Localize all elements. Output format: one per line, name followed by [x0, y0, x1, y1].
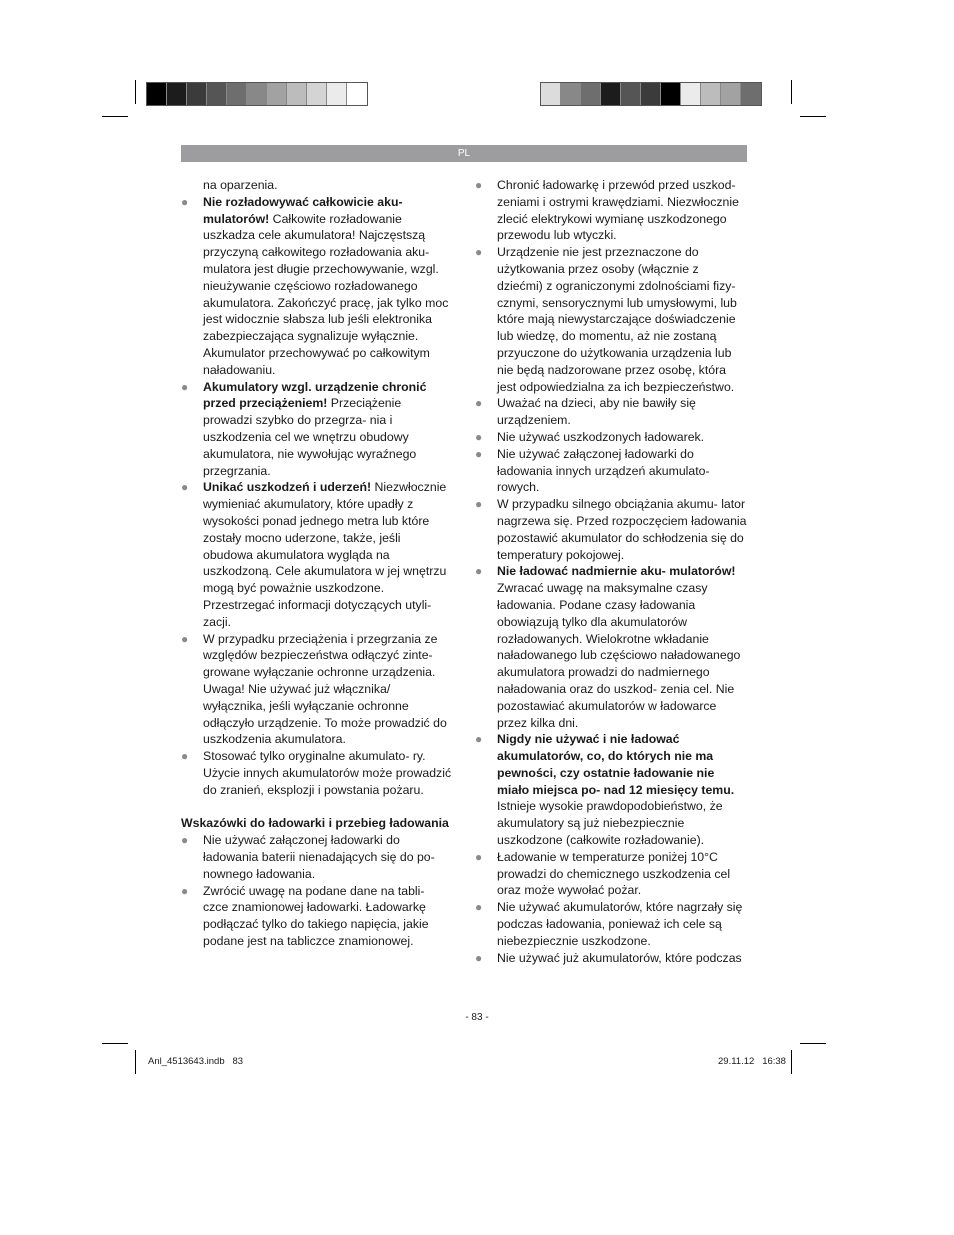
section-spacer: [181, 798, 453, 815]
color-swatch: [661, 83, 681, 105]
bullet-text: Nie używać załączonej ładowarki do ładowania baterii nienadających się do po- nownego ładowania.: [203, 833, 435, 881]
page-number: - 83 -: [465, 1012, 489, 1023]
crop-mark: [800, 1043, 826, 1044]
bullet-text: Całkowite rozładowanie uszkadza cele akumulatora! Najczęstszą przyczyną całkowitego rozładowania aku- mulatora jest długie przechowywanie, wzgl. nieużywanie częściowo rozładowanego akumulatora. Zakończyć pracę, jak tylko moc jest widocznie słabsza lub jeśli elektronika zabezpieczająca sygnalizuje wyłącznie. Akumulator przechowywać po całkowitym naładowaniu.: [203, 211, 449, 377]
color-swatch: [207, 83, 227, 105]
bullet-bold-lead: Nigdy nie używać i nie ładować akumulatorów, co, do których nie ma pewności, czy ostatnie ładowanie nie miało miejsca po- nad 12 miesięcy temu.: [497, 732, 735, 797]
bullet-text: Zwrócić uwagę na podane dane na tabli- czce znamionowej ładowarki. Ładowarkę podłączać tylko do takiego napięcia, jakie podane jest na tabliczce znamionowej.: [203, 883, 429, 949]
crop-mark: [135, 1050, 136, 1074]
bullet-bold-lead: Akumulatory wzgl. urządzenie chronić przed przeciążeniem!: [203, 379, 427, 411]
bullet-text: Niezwłocznie wymieniać akumulatory, które upadły z wysokości ponad jednego metra lub które zostały mocno uderzone, także, jeśli obudowa akumulatora wygląda na uszkodzoną. Cele akumulatora w jej wnętrzu mogą być poważnie uszkodzone. Przestrzegać informacji dotyczących utyli- zacji.: [203, 480, 447, 629]
bullet-text: Zwracać uwagę na maksymalne czasy ładowania. Podane czasy ładowania obowiązują tylko dla akumulatorów rozładowanych. Wielokrotne wkładanie naładowanego lub częściowo naładowanego akumulatora prowadzi do nadmiernego naładowania oraz do uszkod- zenia cel. Nie pozostawiać akumulatorów w ładowarce przez kilka dni.: [497, 581, 741, 730]
bullet-item: [181, 379, 453, 480]
bullet-item: [181, 832, 453, 882]
bullet-item: [475, 731, 747, 849]
bullet-item: [181, 748, 453, 798]
bullet-text: Przeciążenie prowadzi szybko do przegrza- nia i uszkodzenia cel we wnętrzu obudowy akumulatora, nie wywołując wyraźnego przegrzania.: [203, 396, 417, 478]
color-swatch: [641, 83, 661, 105]
bullet-text: Chronić ładowarkę i przewód przed uszkod- zeniami i ostrymi krawędziami. Niezwłocznie zlecić elektrykowi wymianę uszkodzonego przewodu lub wtyczki.: [497, 178, 739, 243]
bullet-dot-icon: ●: [181, 749, 189, 764]
bullet-text: Istnieje wysokie prawdopodobieństwo, że akumulatory są już niebezpiecznie uszkodzone (całkowite rozładowanie).: [497, 799, 723, 848]
bullet-item: [475, 429, 747, 446]
bullet-item: [181, 479, 453, 630]
section-heading: Wskazówki do ładowarki i przebieg ładowania: [181, 816, 449, 831]
bullet-dot-icon: ●: [475, 446, 483, 461]
color-swatch: [267, 83, 287, 105]
color-swatch: [561, 83, 581, 105]
bullet-text: Urządzenie nie jest przeznaczone do użytkowania przez osoby (włącznie z dziećmi) z ograniczonymi zdolnościami fizy- cznymi, sensorycznymi lub umysłowymi, lub które mają niewystarczające doświadczenie lub wiedzę, do momentu, aż nie zostaną przyuczone do użytkowania urządzenia lub nie będą nadzorowane przez osobę, która jest odpowiedzialna za ich bezpieczeństwo.: [497, 245, 737, 394]
bullet-dot-icon: ●: [181, 631, 189, 646]
bullet-text: Stosować tylko oryginalne akumulato- ry. Użycie innych akumulatorów może prowadzić do zranień, eksplozji i powstania pożaru.: [203, 749, 452, 797]
footer-file-info: Anl_4513643.indb 83: [148, 1056, 244, 1067]
footer-date: 29.11.12 16:38: [718, 1056, 786, 1067]
crop-mark: [135, 80, 136, 104]
bullet-item: [475, 563, 747, 731]
bullet-bold-lead: Unikać uszkodzeń i uderzeń!: [203, 480, 372, 495]
color-swatch: [247, 83, 267, 105]
bullet-item: [475, 899, 747, 949]
color-swatch: [681, 83, 701, 105]
color-swatch: [721, 83, 741, 105]
bullet-item: [475, 395, 747, 429]
bullet-dot-icon: ●: [475, 396, 483, 411]
bullet-text: Nie używać akumulatorów, które nagrzały się podczas ładowania, ponieważ ich cele są niebezpiecznie uszkodzone.: [497, 900, 743, 948]
bullet-text: W przypadku przeciążenia i przegrzania ze względów bezpieczeństwa odłączyć zinte- growane wyłączanie ochronne urządzenia. Uwaga! Nie używać już włącznika/ wyłącznika, jeśli wyłączanie ochronne odłączyło urządzenie. To może prowadzić do uszkodzenia akumulatora.: [203, 631, 447, 747]
bullet-dot-icon: ●: [475, 429, 483, 444]
bullet-dot-icon: ●: [181, 833, 189, 848]
bullet-text: Uważać na dzieci, aby nie bawiły się urządzeniem.: [497, 396, 696, 428]
color-swatch: [227, 83, 247, 105]
color-swatches-right: [540, 82, 762, 106]
left-column: [181, 177, 453, 950]
color-swatch: [347, 83, 367, 105]
bullet-dot-icon: ●: [181, 480, 189, 495]
color-swatch: [187, 83, 207, 105]
bullet-item: [181, 631, 453, 749]
bullet-item: [475, 244, 747, 395]
color-swatch: [541, 83, 561, 105]
bullet-bold-lead: Nie rozładowywać całkowicie aku- mulatorów!: [203, 194, 403, 226]
color-swatch: [327, 83, 347, 105]
bullet-dot-icon: ●: [181, 883, 189, 898]
bullet-text: Nie używać załączonej ładowarki do ładowania innych urządzeń akumulato- rowych.: [497, 446, 710, 495]
crop-mark: [102, 116, 128, 117]
right-column: [475, 177, 747, 966]
bullet-dot-icon: ●: [181, 194, 189, 209]
crop-mark: [102, 1043, 128, 1044]
color-swatch: [581, 83, 601, 105]
color-swatches-left: [146, 82, 368, 106]
crop-mark: [791, 80, 792, 104]
color-swatch: [287, 83, 307, 105]
bullet-item: [475, 950, 747, 967]
bullet-dot-icon: ●: [475, 849, 483, 864]
bullet-item: [475, 446, 747, 496]
bullet-dot-icon: ●: [475, 178, 483, 192]
color-swatch: [307, 83, 327, 105]
bullet-dot-icon: ●: [475, 497, 483, 512]
bullet-text: Nie używać uszkodzonych ładowarek.: [497, 429, 705, 444]
bullet-bold-lead: Nie ładować nadmiernie aku- mulatorów!: [497, 564, 736, 579]
bullet-item: [181, 194, 453, 379]
bullet-text: W przypadku silnego obciążania akumu- lator nagrzewa się. Przed rozpoczęciem ładowania pozostawić akumulator do schłodzenia się do temperatury pokojowej.: [497, 497, 747, 562]
language-label: PL: [457, 148, 471, 159]
language-header-bar: [181, 145, 747, 162]
bullet-dot-icon: ●: [475, 900, 483, 915]
bullet-text: Nie używać już akumulatorów, które podczas: [497, 950, 742, 965]
bullet-item: [475, 849, 747, 899]
color-swatch: [167, 83, 187, 105]
bullet-dot-icon: ●: [475, 564, 483, 579]
crop-mark: [800, 116, 826, 117]
bullet-dot-icon: ●: [475, 950, 483, 965]
bullet-item: [475, 177, 747, 244]
color-swatch: [601, 83, 621, 105]
bullet-dot-icon: ●: [181, 379, 189, 394]
color-swatch: [741, 83, 761, 105]
color-swatch: [701, 83, 721, 105]
bullet-item: [181, 883, 453, 950]
crop-mark: [791, 1050, 792, 1074]
color-swatch: [147, 83, 167, 105]
bullet-dot-icon: ●: [475, 245, 483, 260]
bullet-item: [475, 496, 747, 563]
paragraph-continuation: na oparzenia.: [203, 178, 278, 192]
color-swatch: [621, 83, 641, 105]
bullet-text: Ładowanie w temperaturze poniżej 10°C prowadzi do chemicznego uszkodzenia cel oraz może wywołać pożar.: [497, 849, 731, 898]
bullet-dot-icon: ●: [475, 732, 483, 747]
